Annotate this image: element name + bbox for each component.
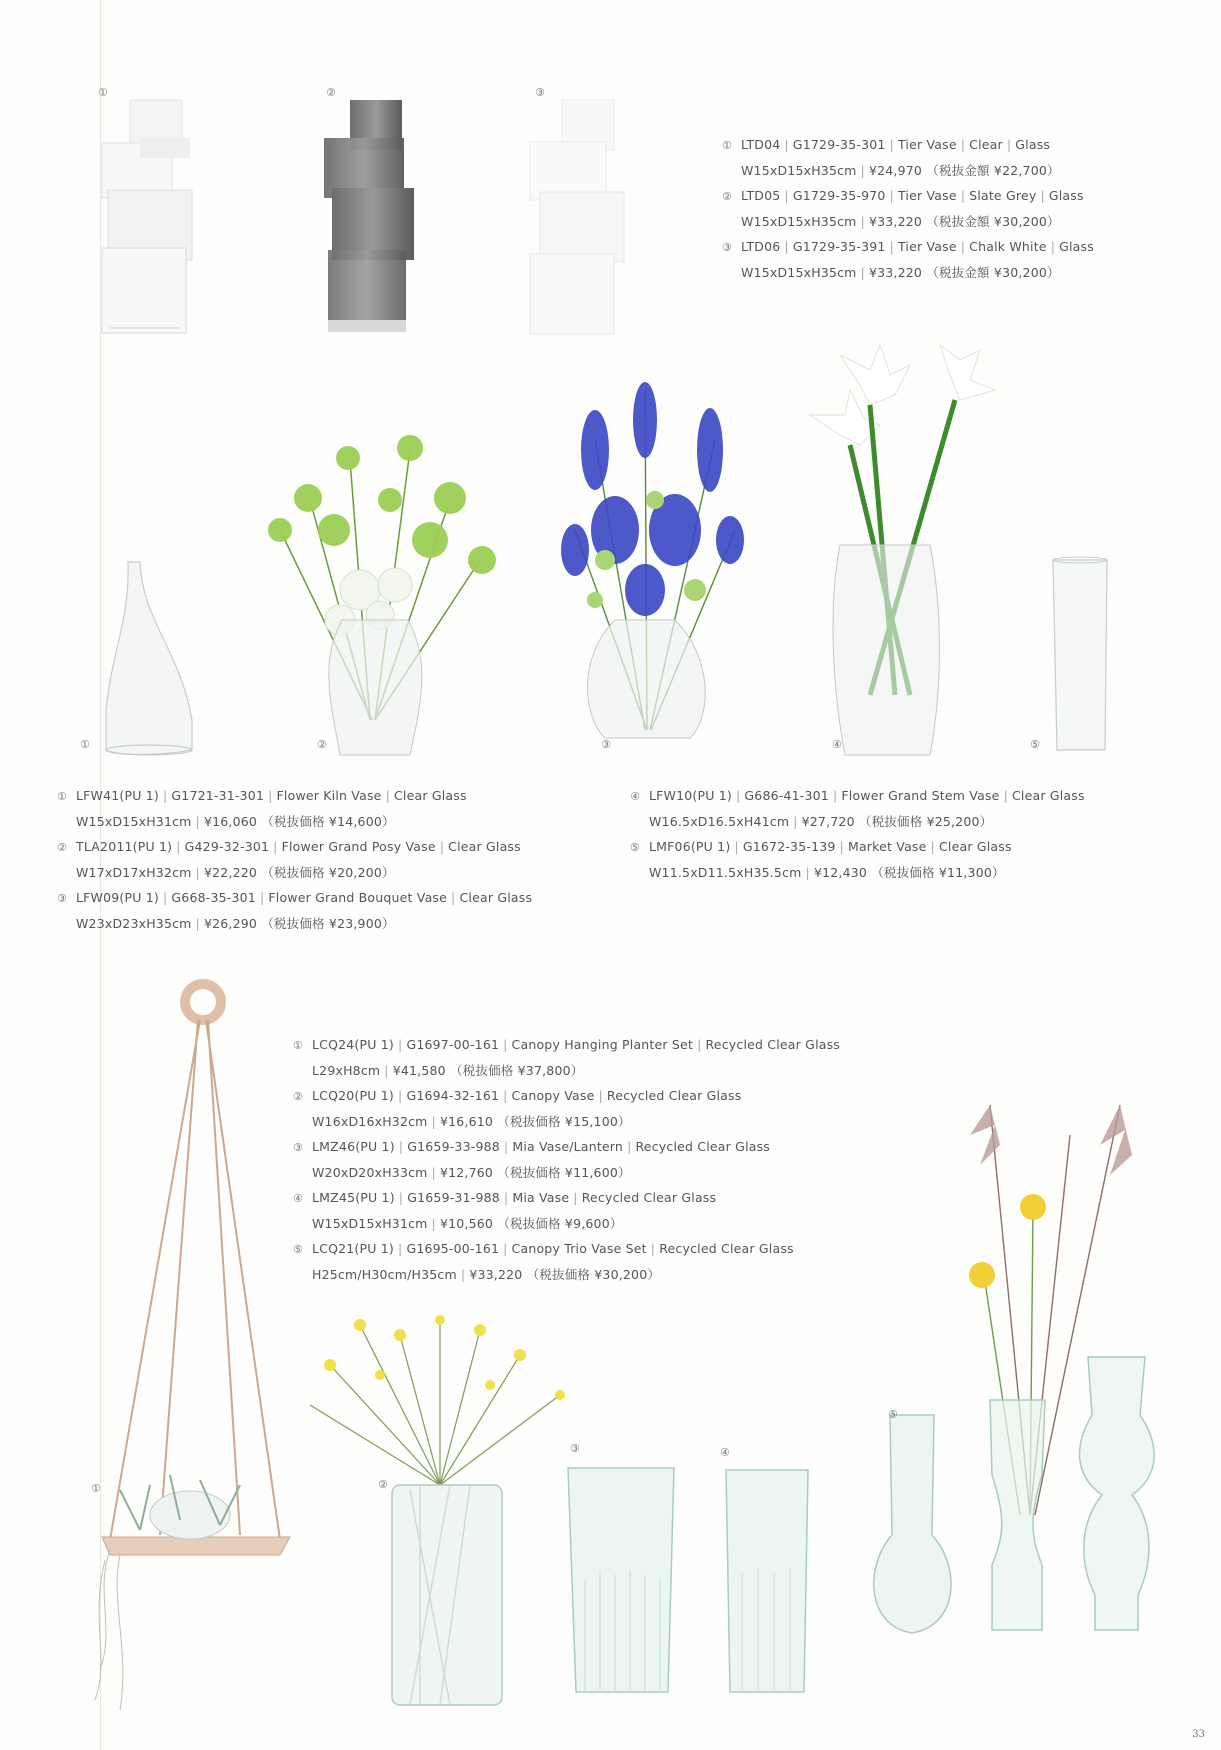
spec-row: ② LTD05 | G1729-35-970 | Tier Vase | Slate Grey | Glass xyxy=(722,188,1084,203)
tier-vase-clear-photo xyxy=(100,98,210,338)
photo-marker: ① xyxy=(80,738,90,751)
spec-size-row: W16.5xD16.5xH41cm | ¥27,720 （税抜価格 ¥25,200） xyxy=(649,814,993,829)
photo-marker: ② xyxy=(326,86,336,99)
canopy-vase-photo xyxy=(300,1315,580,1715)
spec-row: ③ LTD06 | G1729-35-391 | Tier Vase | Chalk White | Glass xyxy=(722,239,1094,254)
flower-vase-specs-right xyxy=(630,783,1085,885)
photo-marker: ⑤ xyxy=(888,1408,898,1421)
spec-row: ⑤ LMF06(PU 1) | G1672-35-139 | Market Vase | Clear Glass xyxy=(630,839,1012,854)
flower-grand-stem-vase-photo xyxy=(800,345,1000,765)
photo-marker: ③ xyxy=(570,1442,580,1455)
spec-size-row: H25cm/H30cm/H35cm | ¥33,220 （税抜価格 ¥30,200） xyxy=(312,1267,661,1282)
flower-grand-posy-vase-photo xyxy=(250,420,500,765)
spec-row: ② TLA2011(PU 1) | G429-32-301 | Flower Grand Posy Vase | Clear Glass xyxy=(57,839,521,854)
spec-row: ⑤ LCQ21(PU 1) | G1695-00-161 | Canopy Trio Vase Set | Recycled Clear Glass xyxy=(293,1241,794,1256)
spec-size-row: W16xD16xH32cm | ¥16,610 （税抜価格 ¥15,100） xyxy=(312,1114,631,1129)
canopy-trio-vase-set-photo xyxy=(870,1095,1170,1710)
spec-row: ④ LMZ45(PU 1) | G1659-31-988 | Mia Vase | Recycled Clear Glass xyxy=(293,1190,717,1205)
photo-marker: ③ xyxy=(535,86,545,99)
photo-marker: ① xyxy=(91,1482,101,1495)
spec-size-row: W11.5xD11.5xH35.5cm | ¥12,430 （税抜価格 ¥11,300） xyxy=(649,865,1005,880)
mia-vase-lantern-photo xyxy=(560,1460,685,1705)
flower-vase-specs-left xyxy=(57,783,532,936)
flower-kiln-vase-photo xyxy=(100,560,200,760)
tier-vase-slate-grey-photo xyxy=(318,98,428,338)
spec-size-row: W15xD15xH31cm | ¥10,560 （税抜価格 ¥9,600） xyxy=(312,1216,623,1231)
canopy-hanging-planter-photo xyxy=(80,970,300,1730)
tier-vase-specs xyxy=(722,132,1094,285)
spec-row: ① LFW41(PU 1) | G1721-31-301 | Flower Kiln Vase | Clear Glass xyxy=(57,788,467,803)
photo-marker: ③ xyxy=(601,738,611,751)
canopy-mia-specs xyxy=(293,1032,840,1287)
photo-marker: ② xyxy=(378,1478,388,1491)
market-vase-photo xyxy=(1045,555,1115,760)
photo-marker: ④ xyxy=(720,1446,730,1459)
flower-grand-bouquet-vase-photo xyxy=(535,380,765,765)
photo-marker: ④ xyxy=(832,738,842,751)
spec-row: ③ LFW09(PU 1) | G668-35-301 | Flower Grand Bouquet Vase | Clear Glass xyxy=(57,890,533,905)
spec-row: ② LCQ20(PU 1) | G1694-32-161 | Canopy Vase | Recycled Clear Glass xyxy=(293,1088,742,1103)
photo-marker: ① xyxy=(98,86,108,99)
spec-row: ③ LMZ46(PU 1) | G1659-33-988 | Mia Vase/Lantern | Recycled Clear Glass xyxy=(293,1139,771,1154)
spec-size-row: W15xD15xH35cm | ¥33,220 （税抜金額 ¥30,200） xyxy=(741,265,1060,280)
spec-size-row: W15xD15xH35cm | ¥24,970 （税抜金額 ¥22,700） xyxy=(741,163,1060,178)
page-number: 33 xyxy=(1192,1729,1205,1740)
spec-row: ① LTD04 | G1729-35-301 | Tier Vase | Clear | Glass xyxy=(722,137,1051,152)
photo-marker: ② xyxy=(317,738,327,751)
photo-marker: ⑤ xyxy=(1030,738,1040,751)
mia-vase-photo xyxy=(720,1464,815,1704)
spec-row: ① LCQ24(PU 1) | G1697-00-161 | Canopy Hanging Planter Set | Recycled Clear Glass xyxy=(293,1037,841,1052)
spec-size-row: W17xD17xH32cm | ¥22,220 （税抜価格 ¥20,200） xyxy=(76,865,395,880)
spec-size-row: W20xD20xH33cm | ¥12,760 （税抜価格 ¥11,600） xyxy=(312,1165,631,1180)
spec-size-row: W23xD23xH35cm | ¥26,290 （税抜価格 ¥23,900） xyxy=(76,916,395,931)
spec-row: ④ LFW10(PU 1) | G686-41-301 | Flower Grand Stem Vase | Clear Glass xyxy=(630,788,1085,803)
spec-size-row: W15xD15xH35cm | ¥33,220 （税抜金額 ¥30,200） xyxy=(741,214,1060,229)
spec-size-row: L29xH8cm | ¥41,580 （税抜価格 ¥37,800） xyxy=(312,1063,584,1078)
spec-size-row: W15xD15xH31cm | ¥16,060 （税抜価格 ¥14,600） xyxy=(76,814,395,829)
tier-vase-chalk-white-photo xyxy=(528,98,638,338)
